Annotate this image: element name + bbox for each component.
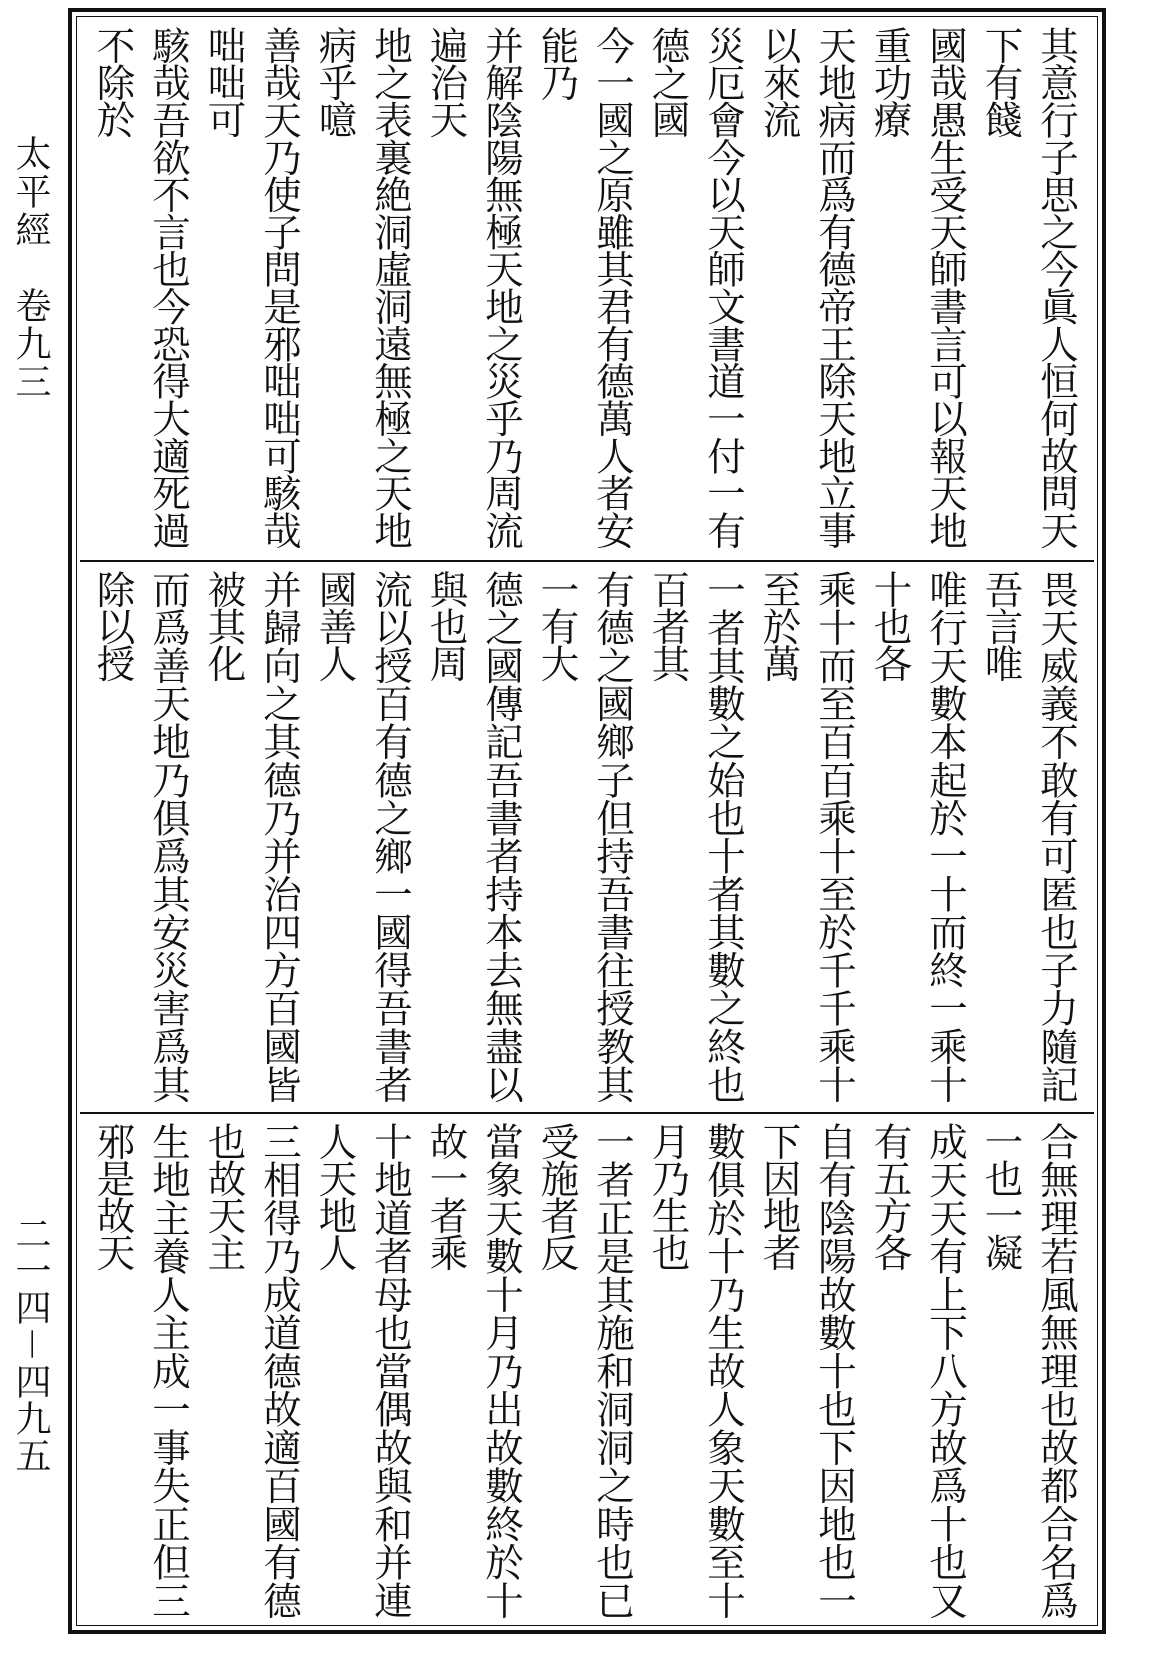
text-column: 地之表裏絶洞虛洞遠無極之天地病乎噫 xyxy=(312,26,413,548)
text-column: 天地病而爲有德帝王除天地立事以來流 xyxy=(756,26,857,548)
text-column: 合無理若風無理也故都合名爲一也一凝 xyxy=(978,1122,1079,1618)
register-text xyxy=(90,1122,1084,1618)
text-column: 有德之國鄉子但持吾書往授教其一有大 xyxy=(534,570,635,1102)
text-column: 唯行天數本起於一十而終一乘十十也各 xyxy=(867,570,968,1102)
text-column: 當象天數十月乃出故數終於十故一者乘 xyxy=(423,1122,524,1618)
register-text xyxy=(90,570,1084,1102)
register-text xyxy=(90,26,1084,548)
text-column: 今一國之原雖其君有德萬人者安能乃 xyxy=(534,26,635,548)
text-column: 一者正是其施和洞洞之時也已受施者反 xyxy=(534,1122,635,1618)
register-top xyxy=(80,18,1094,556)
text-column: 其意行子思之今眞人恒何故問天下有餞 xyxy=(978,26,1079,548)
page-number: 二一四－四九五 xyxy=(10,1215,51,1474)
text-column: 生地主養人主成一事失正但三邪是故天 xyxy=(90,1122,191,1618)
text-column: 流以授百有德之鄉一國得吾書者國善人 xyxy=(312,570,413,1102)
text-column: 而爲善天地乃俱爲其安災害爲其除以授 xyxy=(90,570,191,1102)
text-column: 數俱於十乃生故人象天數至十月乃生也 xyxy=(645,1122,746,1618)
text-column: 自有陰陽故數十也下因地也一下因地者 xyxy=(756,1122,857,1618)
text-column: 并歸向之其德乃并治四方百國皆被其化 xyxy=(201,570,302,1102)
register-middle xyxy=(80,560,1094,1110)
text-column: 成天天有上下八方故爲十也又有五方各 xyxy=(867,1122,968,1618)
text-column: 善哉天乃使子問是邪咄咄可駭哉咄咄可 xyxy=(201,26,302,548)
text-column: 一者其數之始也十者其數之終也百者其 xyxy=(645,570,746,1102)
text-column: 駭哉吾欲不言也今恐得大適死過不除於 xyxy=(90,26,191,548)
text-column: 災厄會今以天師文書道一付一有德之國 xyxy=(645,26,746,548)
register-bottom xyxy=(80,1112,1094,1626)
text-column: 三相得乃成道德故適百國有德也故天主 xyxy=(201,1122,302,1618)
text-column: 乘十而至百百乘十至於千千乘十至於萬 xyxy=(756,570,857,1102)
text-column: 十地道者母也當偶故與和并連人天地人 xyxy=(312,1122,413,1618)
text-column: 德之國傳記吾書者持本去無盡以與也周 xyxy=(423,570,524,1102)
text-column: 國哉愚生受天師書言可以報天地重功療 xyxy=(867,26,968,548)
text-column: 并解陰陽無極天地之災乎乃周流遍治天 xyxy=(423,26,524,548)
page-frame xyxy=(68,8,1106,1634)
running-title: 太平經 卷九三 xyxy=(10,135,51,401)
text-column: 畏天威義不敢有可匿也子力隨記吾言唯 xyxy=(978,570,1079,1102)
